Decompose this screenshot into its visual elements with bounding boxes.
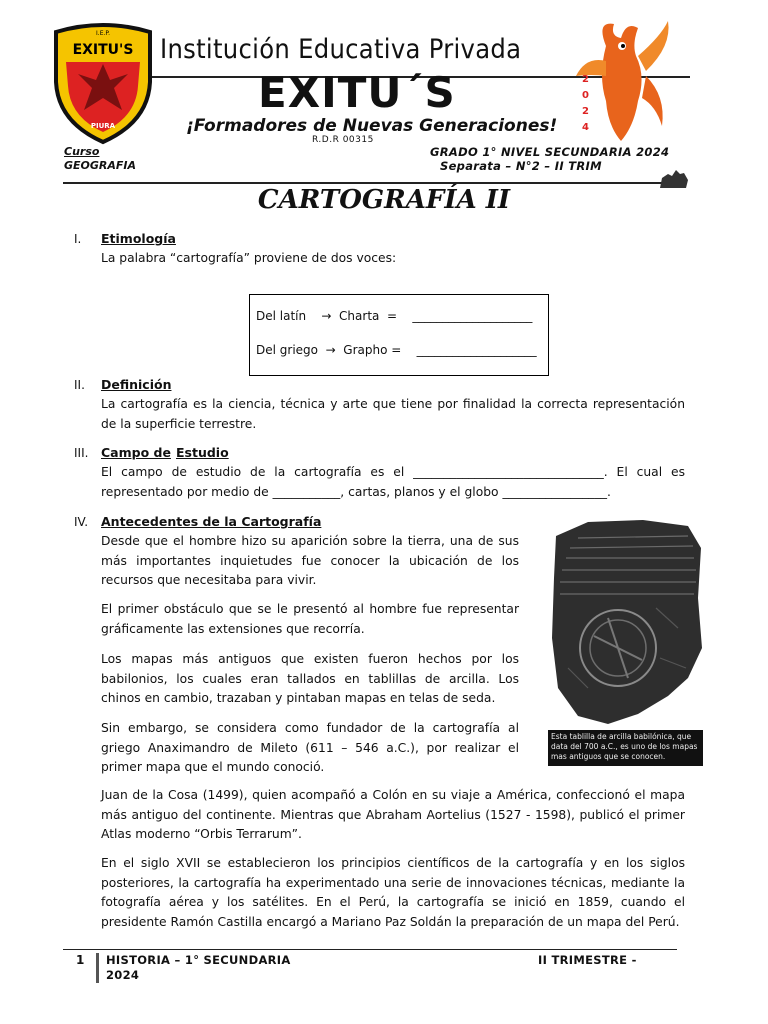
section-2-number: II. (74, 378, 85, 392)
section-4-paragraph-6: En el siglo XVII se establecieron los principios científicos de la cartografía y en los siglos posteriores, la cartografía ha experimentado una serie de innovaciones técnicas, mediante la fotografía aérea y los satélites. En el Perú, la cartografía se inició en 1859, cuando el presidente Ramón Castilla encargó a Mariano Paz Soldán la preparación de un mapa del Perú. (101, 856, 685, 929)
etymology-latin-row: Del latín → Charta = ____________________ (256, 309, 533, 323)
section-3-heading-b: Estudio (176, 445, 229, 460)
institution-name: Institución Educativa Privada (160, 34, 522, 65)
section-4-paragraph-3: Los mapas más antiguos que existen fueron hechos por los babilonios, los cuales eran tallados en tablillas de arcilla. Los chinos en cambio, trazaban y pintaban mapas en telas de seda. (101, 652, 519, 705)
mascot-year-0: 0 (582, 90, 589, 101)
footer-year: 2024 (106, 968, 140, 982)
mascot-year-2a: 2 (582, 74, 589, 85)
section-2-text: La cartografía es la ciencia, técnica y arte que tiene por finalidad la correcta representación de la superficie terrestre. (101, 397, 685, 431)
grade-level: GRADO 1° NIVEL SECUNDARIA 2024 (430, 145, 670, 159)
section-3-number: III. (74, 446, 89, 460)
rdr-code: R.D.R 00315 (312, 135, 374, 145)
phoenix-mascot (566, 16, 676, 146)
page-title: CARTOGRAFÍA II (257, 185, 511, 215)
section-2-heading: Definición (101, 377, 172, 392)
section-3-text: El campo de estudio de la cartografía es el _______________________________. El cual es representado por medio de ___________, cartas, planos y el globo _________________. (101, 465, 685, 499)
logo-top-text: EXITU'S (72, 42, 134, 58)
section-4-heading: Antecedentes de la Cartografía (101, 514, 322, 529)
mascot-year-2b: 2 (582, 106, 589, 117)
logo-small-text: I.E.P. (96, 30, 110, 37)
section-4-number: IV. (74, 515, 89, 529)
footer-term: II TRIMESTRE - (538, 953, 637, 967)
brand-name: EXITU´S (258, 68, 456, 117)
section-3-heading-a: Campo de (101, 445, 171, 460)
course-value: GEOGRAFIA (64, 159, 137, 172)
school-logo (48, 22, 158, 146)
babylonian-tablet-image (548, 518, 703, 730)
header-bottom-line (63, 182, 663, 184)
logo-bottom-text: PIURA (90, 122, 116, 130)
slogan: ¡Formadores de Nuevas Generaciones! (186, 116, 558, 136)
separata-number: Separata – N°2 – II TRIM (440, 159, 602, 173)
tablet-caption: Esta tablilla de arcilla babilónica, que data del 700 a.C., es uno de los mapas mas antiguos que se conocen. (548, 730, 703, 766)
section-4-paragraph-1: Desde que el hombre hizo su aparición sobre la tierra, una de sus más importantes inquietudes fue conocer la ubicación de los recursos que necesitaba para vivir. (101, 534, 519, 587)
section-4-paragraph-4: Sin embargo, se considera como fundador de la cartografía al griego Anaximandro de Mileto (611 – 546 a.C.), por realizar el primer mapa que el mundo conoció. (101, 721, 519, 774)
page-number: 1 (76, 953, 85, 967)
footer-line (63, 949, 677, 950)
section-4-paragraph-5: Juan de la Cosa (1499), quien acompañó a Colón en su viaje a América, confeccionó el mapa más antiguo del continente. Mientras que Abraham Aortelius (1527 - 1598), publicó el primer Atlas moderno “Orbis Terrarum”. (101, 788, 685, 841)
section-1-text: La palabra “cartografía” proviene de dos voces: (101, 251, 397, 265)
section-1-heading: Etimología (101, 231, 176, 246)
etymology-box (249, 294, 549, 376)
footer-divider (96, 953, 99, 983)
section-4-paragraph-2: El primer obstáculo que se le presentó al hombre fue representar gráficamente las extensiones que recorría. (101, 602, 519, 636)
etymology-greek-row: Del griego → Grapho = ____________________ (256, 343, 537, 357)
section-1-number: I. (74, 232, 82, 246)
mascot-year-4: 4 (582, 122, 589, 133)
footer-subject: HISTORIA – 1° SECUNDARIA (106, 953, 291, 967)
course-label: Curso (64, 145, 100, 158)
